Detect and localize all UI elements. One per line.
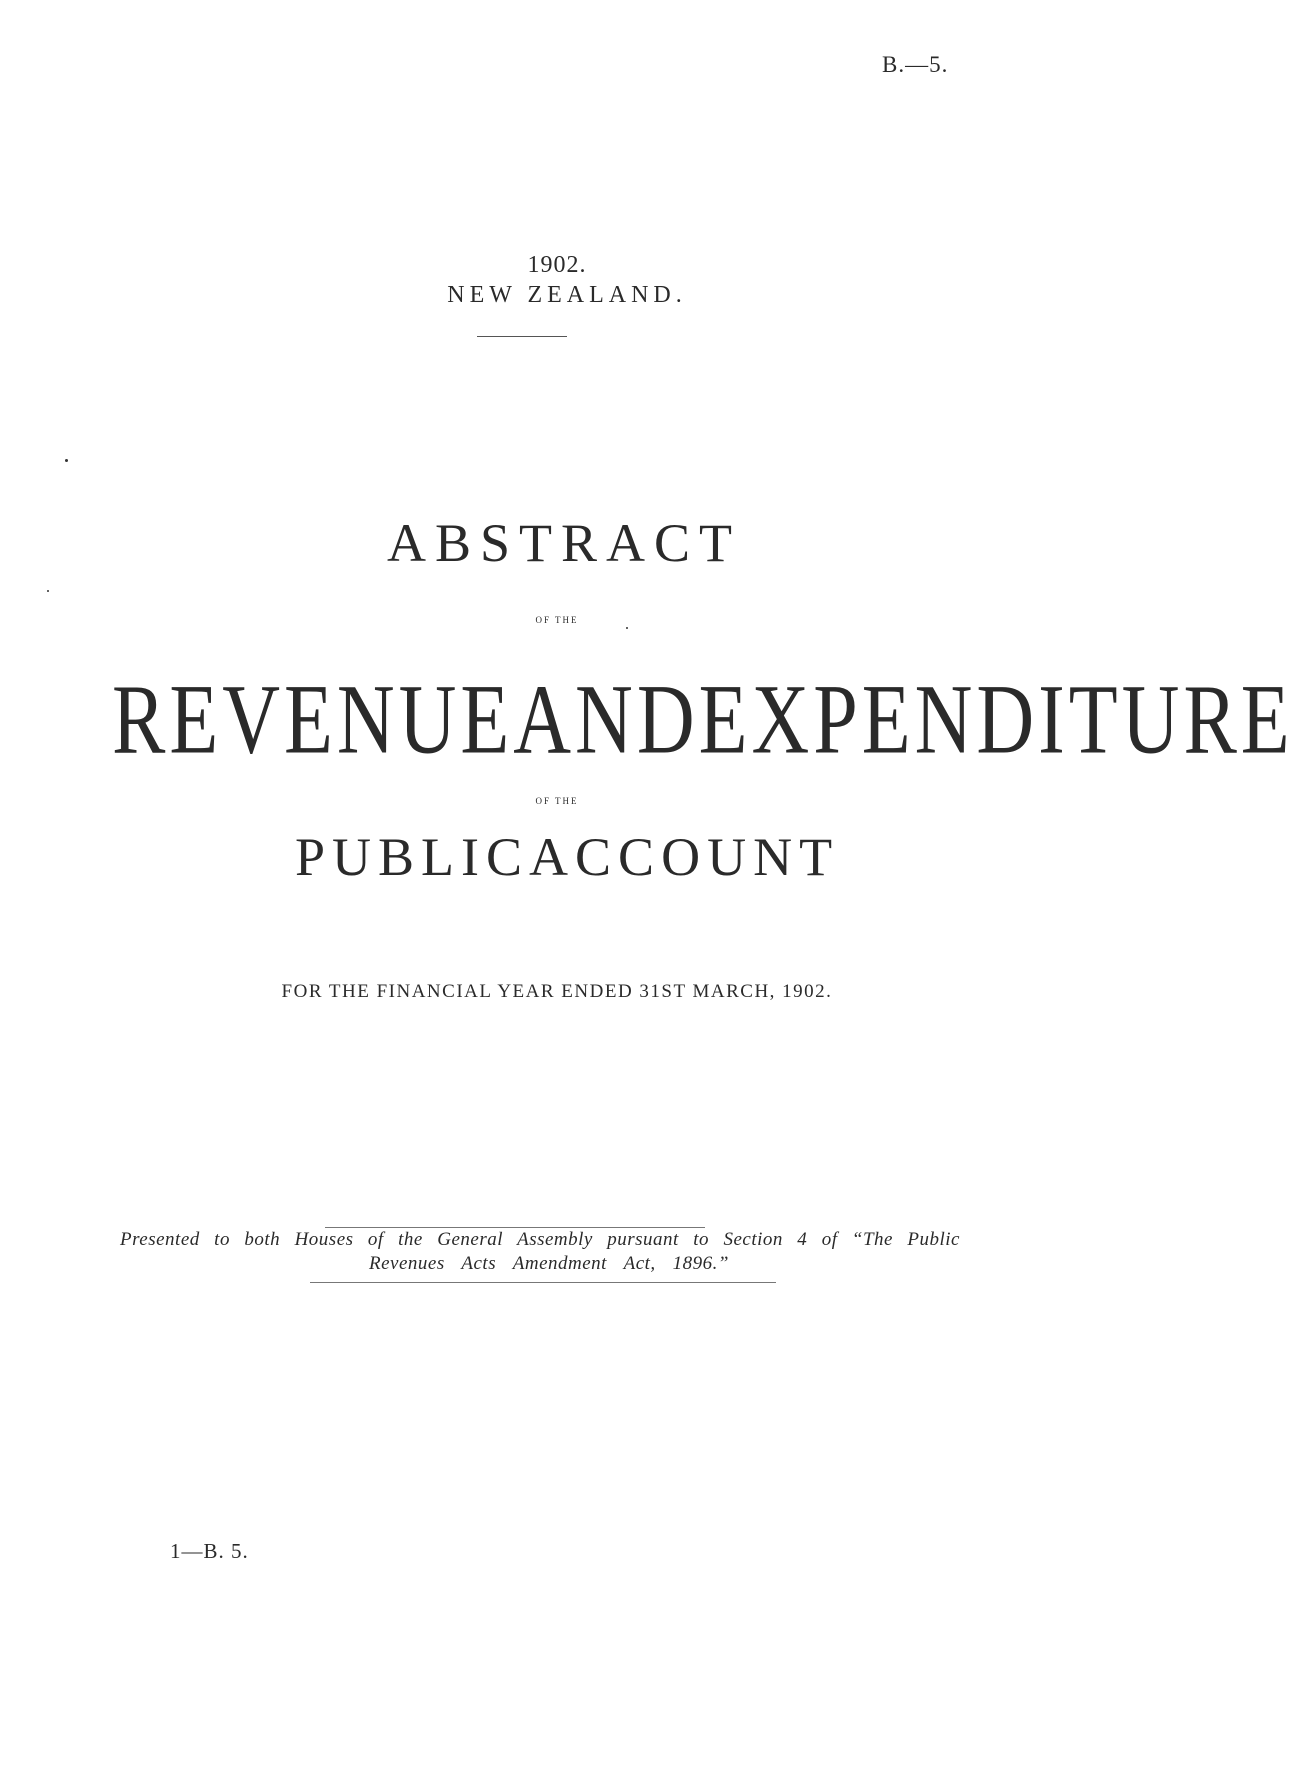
revenue-expenditure-title: [112, 665, 1294, 775]
expenditure-word: EXPENDITURE: [698, 665, 1294, 775]
abstract-title: ABSTRACT: [386, 513, 742, 573]
account-word: ACCOUNT: [529, 827, 840, 887]
public-word: PUBLIC: [295, 827, 530, 887]
country-heading: NEW ZEALAND.: [447, 282, 687, 308]
scan-speck: [47, 590, 49, 592]
financial-year-subtitle: FOR THE FINANCIAL YEAR ENDED 31ST MARCH, 1902.: [281, 981, 833, 1002]
of-the-connector-1: OF THE: [535, 615, 579, 625]
of-the-connector-2: OF THE: [535, 796, 579, 806]
presentation-rule-top: [325, 1227, 705, 1228]
presentation-note-line-1: Presented to both Houses of the General Assembly pursuant to Section 4 of “The Public: [120, 1229, 960, 1250]
scan-speck: [65, 459, 68, 462]
revenue-word: REVENUE: [112, 665, 514, 775]
presentation-rule-bottom: [310, 1282, 776, 1283]
title-divider: [477, 336, 567, 337]
scan-speck: [626, 627, 628, 629]
document-reference-bottom: 1—B. 5.: [170, 1539, 249, 1563]
year-heading: 1902.: [527, 252, 587, 278]
document-reference-top: B.—5.: [882, 52, 949, 77]
and-word: AND: [513, 665, 699, 775]
public-account-title: [295, 827, 840, 887]
presentation-note-line-2: Revenues Acts Amendment Act, 1896.”: [369, 1253, 729, 1274]
